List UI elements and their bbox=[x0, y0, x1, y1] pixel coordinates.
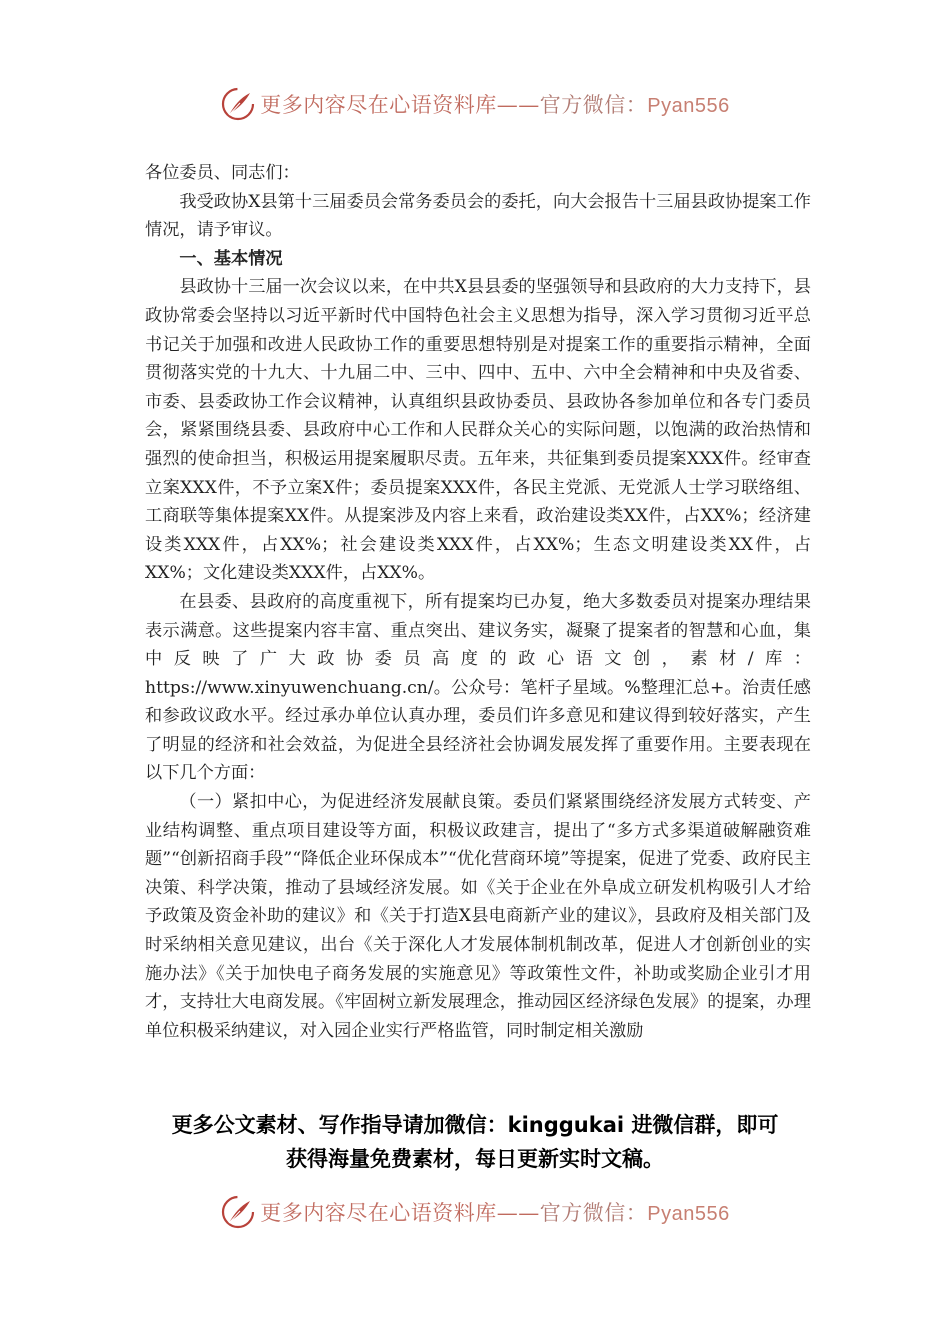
paragraph-economic-development: （一）紧扣中心，为促进经济发展献良策。委员们紧紧围绕经济发展方式转变、产业结构调整、重点项目建设等方面，积极议政建言，提出了“多方式多渠道破解融资难题”“创新招商手段”“降低企业环保成本”“优化营商环境”等提案，促进了党委、政府民主决策、科学决策，推动了县域经济发展。如《关于企业在外阜成立研发机构吸引人才给予政策及资金补助的建议》和《关于打造X县电商新产业的建议》，县政府及相关部门及时采纳相关意见建议，出台《关于深化人才发展体制机制改革，促进人才创新创业的实施办法》《关于加快电子商务发展的实施意见》等政策性文件，补助或奖励企业引才用才，支持壮大电商发展。《牢固树立新发展理念，推动园区经济绿色发展》的提案，办理单位积极采纳建议，对入园企业实行严格监管，同时制定相关激励 bbox=[145, 792, 811, 1041]
salutation: 各位委员、同志们： bbox=[145, 163, 300, 183]
feather-logo-icon bbox=[220, 1194, 256, 1230]
section-heading: 一、基本情况 bbox=[179, 248, 283, 269]
banner-text: 更多内容尽在心语资料库——官方微信：Pyan556 bbox=[260, 93, 730, 117]
promo-notice bbox=[0, 1108, 950, 1176]
paragraph-handling-results: 在县委、县政府的高度重视下，所有提案均已办复，绝大多数委员对提案办理结果表示满意。这些提案内容丰富、重点突出、建议务实，凝聚了提案者的智慧和心血，集中反映了广大政协委员高度的政心语文创，素材/库：https://www.xinyuwenchuang.cn/。公众号：笔杆子星域。%整理汇总+。治责任感和参政议政水平。经过承办单位认真办理，委员们许多意见和建议得到较好落实，产生了明显的经济和社会效益，为促进全县经济社会协调发展发挥了重要作用。主要表现在以下几个方面： bbox=[145, 591, 811, 784]
feather-logo-icon bbox=[220, 86, 256, 122]
document-body bbox=[145, 159, 811, 1045]
promo-line-2: 获得海量免费素材，每日更新实时文稿。 bbox=[286, 1147, 664, 1171]
banner-text: 更多内容尽在心语资料库——官方微信：Pyan556 bbox=[260, 1201, 730, 1225]
promo-line-1: 更多公文素材、写作指导请加微信：kinggukai 进微信群，即可 bbox=[171, 1113, 779, 1137]
paragraph-basic-situation: 县政协十三届一次会议以来，在中共X县县委的坚强领导和县政府的大力支持下，县政协常委会坚持以习近平新时代中国特色社会主义思想为指导，深入学习贯彻习近平总书记关于加强和改进人民政协工作的重要思想特别是对提案工作的重要指示精神，全面贯彻落实党的十九大、十九届二中、三中、四中、五中、六中全会精神和中央及省委、市委、县委政协工作会议精神，认真组织县政协委员、县政协各参加单位和各专门委员会，紧紧围绕县委、县政府中心工作和人民群众关心的实际问题，以饱满的政治热情和强烈的使命担当，积极运用提案履职尽责。五年来，共征集到委员提案XXX件。经审查立案XXX件，不予立案X件；委员提案XXX件，各民主党派、无党派人士学习联络组、工商联等集体提案XX件。从提案涉及内容上来看，政治建设类XX件，占XX%；经济建设类XXX件，占XX%；社会建设类XXX件，占XX%；生态文明建设类XX件，占XX%；文化建设类XXX件，占XX%。 bbox=[145, 277, 811, 584]
intro-paragraph: 我受政协X县第十三届委员会常务委员会的委托，向大会报告十三届县政协提案工作情况，请予审议。 bbox=[145, 191, 811, 241]
footer-banner bbox=[0, 1192, 950, 1232]
header-banner bbox=[0, 84, 950, 124]
